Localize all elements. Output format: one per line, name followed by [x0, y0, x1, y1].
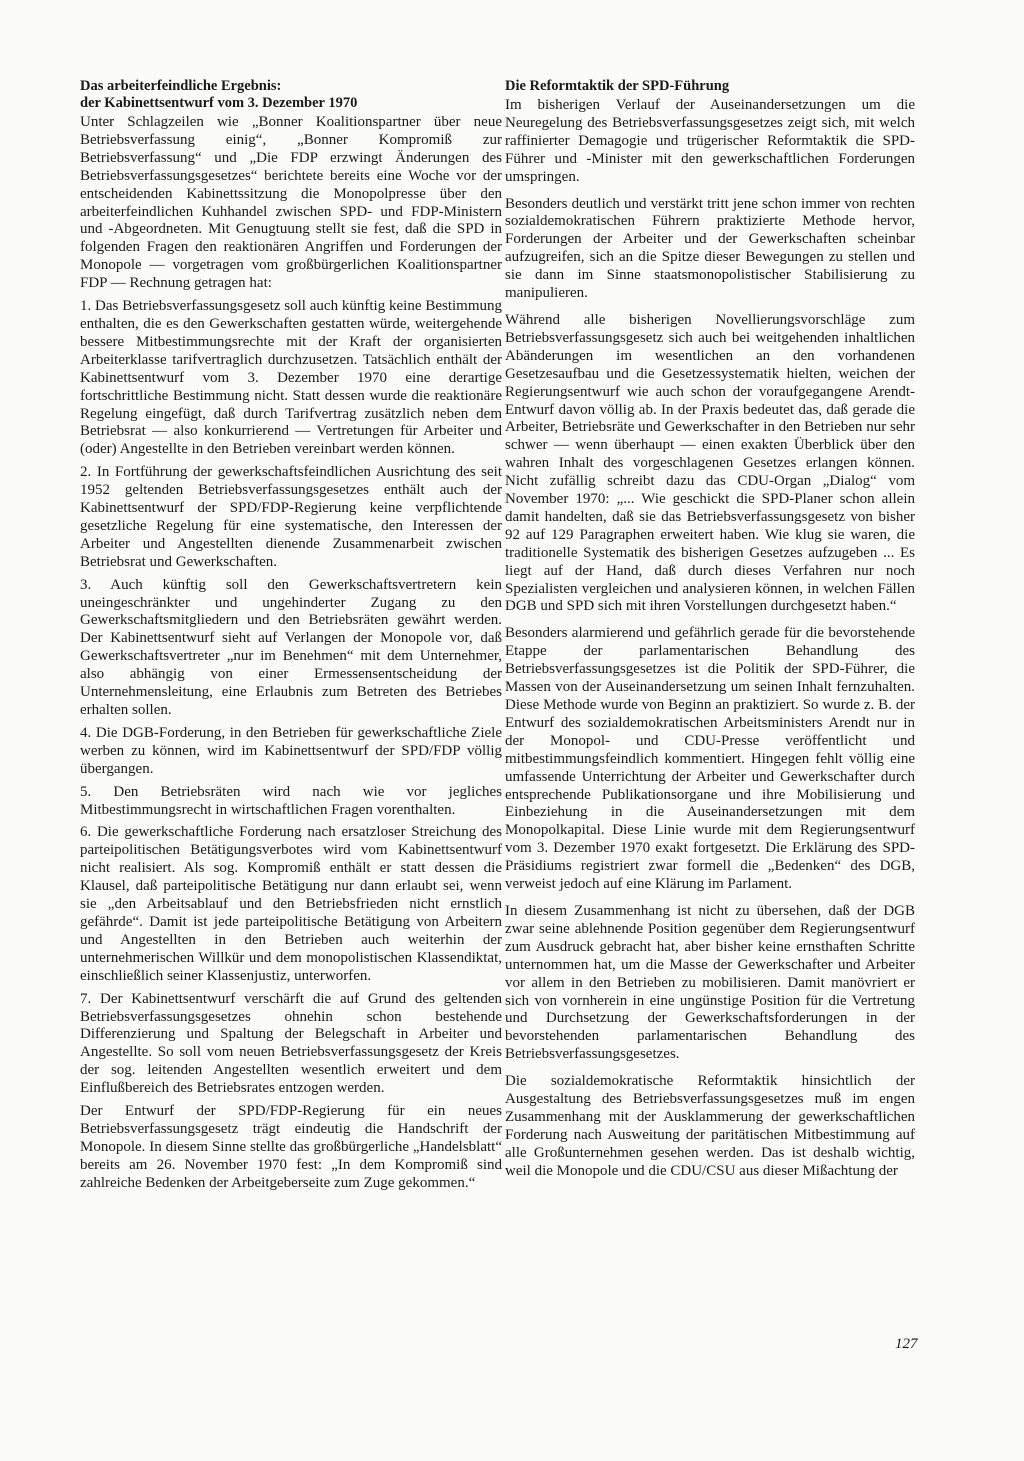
paragraph: 5. Den Betriebsräten wird nach wie vor jegliches Mitbestimmungsrecht in wirtschaftlichen Fragen vorenthalten.	[80, 783, 502, 818]
paragraph: Die sozialdemokratische Reformtaktik hinsichtlich der Ausgestaltung des Betriebsverfassungsgesetzes muß im engen Zusammenhang mit der Ausklammerung der gewerkschaftlichen Forderung nach Ausweitung der paritätischen Mitbestimmung auf alle Großunternehmen gesehen werden. Das ist deshalb wichtig, weil die Monopole und die CDU/CSU aus dieser Mißachtung der	[505, 1073, 915, 1179]
left-column	[80, 78, 502, 1193]
section-heading-right: Die Reformtaktik der SPD-Führung	[505, 78, 730, 94]
paragraph: Unter Schlagzeilen wie „Bonner Koalitionspartner über neue Betriebsverfassung einig“, „Bonner Kompromiß zur Betriebsverfassung“ und „Die FDP erzwingt Änderungen des Betriebsverfassungsgesetzes“ berichtete bereits eine Woche vor der entscheidenden Kabinettssitzung die Monopolpresse über den arbeiterfeindlichen Kuhhandel zwischen SPD- und FDP-Ministern und -Abgeordneten. Mit Genugtuung stellt sie fest, daß die SPD in folgenden Fragen den reaktionären Angriffen und Forderungen der Monopole — vorgetragen vom großbürgerlichen Koalitionspartner FDP — Rechnung getragen hat:	[80, 114, 502, 292]
paragraph: Im bisherigen Verlauf der Auseinandersetzungen um die Neuregelung des Betriebsverfassungsgesetzes zeigt sich, mit welch raffinierter Demagogie und trügerischer Reformtaktik die SPD-Führer und -Minister mit den gewerkschaftlichen Forderungen umspringen.	[505, 97, 915, 185]
section-heading-left	[80, 78, 502, 112]
right-column	[505, 78, 915, 1181]
paragraph: Besonders deutlich und verstärkt tritt jene schon immer von rechten sozialdemokratischen Führern praktizierte Methode hervor, Forderungen der Arbeiter und der Gewerkschaften scheinbar aufzugreifen, sich an die Spitze dieser Bewegungen zu stellen und sie dann im Sinne staatsmonopolistischer Stabilisierung zu manipulieren.	[505, 195, 915, 302]
paragraph: 6. Die gewerkschaftliche Forderung nach ersatzloser Streichung des parteipolitischen Betätigungsverbotes wird vom Kabinettsentwurf nicht realisiert. Als sog. Kompromiß enthält er statt dessen die Klausel, daß parteipolitische Betätigung nur dann erlaubt sei, wenn sie „den Arbeitsablauf und den Betriebsfrieden nicht ernstlich gefährde“. Damit ist jede parteipolitische Betätigung von Arbeitern und Angestellten in den Betrieben auch weiterhin der unternehmerischen Willkür und dem monopolistischen Klassendiktat, einschließlich seiner Klassenjustiz, unterworfen.	[80, 824, 502, 984]
paragraph: Besonders alarmierend und gefährlich gerade für die bevorstehende Etappe der parlamentarischen Behandlung des Betriebsverfassungsgesetzes ist die Politik der SPD-Führer, die Massen von der Auseinandersetzung um seinen Inhalt fernzuhalten. Diese Methode wurde von Beginn an praktiziert. So wurde z. B. der Entwurf des sozialdemokratischen Arbeitsministers Arendt nur in der Monopol- und CDU-Presse veröffentlicht und mitbestimmungsfeindlich kommentiert. Hingegen fehlt völlig eine umfassende Unterrichtung der Arbeiter und Gewerkschafter durch entsprechende Publikationsorgane und ihre Mobilisierung und Einbeziehung in die Auseinandersetzungen mit dem Monopolkapital. Diese Linie wurde mit dem Regierungsentwurf vom 3. Dezember 1970 exakt fortgesetzt. Die Erklärung des SPD-Präsidiums registriert zwar formell die „Bedenken“ des DGB, verweist jedoch auf eine Klärung im Parlament.	[505, 625, 915, 893]
paragraph: 4. Die DGB-Forderung, in den Betrieben für gewerkschaftliche Ziele werben zu können, wird im Kabinettsentwurf der SPD/FDP völlig übergangen.	[80, 724, 502, 777]
paragraph: 7. Der Kabinettsentwurf verschärft die auf Grund des geltenden Betriebsverfassungsgesetzes ohnehin schon bestehende Differenzierung und Spaltung der Belegschaft in Arbeiter und Angestellte. So soll vom neuen Betriebsverfassungsgesetz der Kreis der sog. leitenden Angestellten wesentlich erweitert und dem Einflußbereich des Betriebsrates entzogen werden.	[80, 990, 502, 1097]
paragraph: 3. Auch künftig soll den Gewerkschaftsvertretern kein uneingeschränkter und ungehinderter Zugang zu den Gewerkschaftsmitgliedern und den Betriebsräten gewährt werden. Der Kabinettsentwurf sieht auf Verlangen der Monopole vor, daß Gewerkschaftsvertreter „nur im Benehmen“ mit dem Unternehmer, also abhängig von einer Ermessensentscheidung der Unternehmensleitung, eine Erlaubnis zum Betreten des Betriebes erhalten sollen.	[80, 576, 502, 718]
paragraph: In diesem Zusammenhang ist nicht zu übersehen, daß der DGB zwar seine ablehnende Position gegenüber dem Regierungsentwurf zum Ausdruck gebracht hat, aber bisher keine ernsthaften Schritte unternommen hat, um die Masse der Gewerkschafter und Arbeiter vor allem in den Betrieben zu mobilisieren. Damit manövriert er sich von vornherein in eine ungünstige Position für die Vertretung und Durchsetzung der Gewerkschaftsforderungen in der bevorstehenden parlamentarischen Behandlung des Betriebsverfassungsgesetzes.	[505, 902, 915, 1063]
heading-line-1: Das arbeiterfeindliche Ergebnis:	[80, 78, 282, 94]
paragraph: Der Entwurf der SPD/FDP-Regierung für ein neues Betriebsverfassungsgesetz trägt eindeutig die Handschrift der Monopole. In diesem Sinne stellte das großbürgerliche „Handelsblatt“ bereits am 26. November 1970 fest: „In dem Kompromiß sind zahlreiche Bedenken der Arbeitgeberseite zum Zuge gekommen.“	[80, 1103, 502, 1191]
paragraph: Während alle bisherigen Novellierungsvorschläge zum Betriebsverfassungsgesetz sich auch bei weitgehenden inhaltlichen Abänderungen im wesentlichen an den vorhandenen Gesetzesaufbau und die Gesetzessystematik hielten, weichen der Regierungsentwurf wie auch schon der voraufgegangene Arendt-Entwurf davon völlig ab. In der Praxis bedeutet das, daß gerade die Arbeiter, Betriebsräte und Gewerkschafter in den Betrieben nur sehr schwer — wenn überhaupt — einen exakten Überblick über den wahren Inhalt des vorgeschlagenen Gesetzes erlangen können. Nicht zufällig schreibt dazu das CDU-Organ „Dialog“ vom November 1970: „... Wie geschickt die SPD-Planer schon allein damit handelten, daß sie das Betriebsverfassungsgesetz von bisher 92 auf 129 Paragraphen erweitert haben. Wie klug sie waren, die traditionelle Systematik des bisherigen Gesetzes aufzugeben ... Es liegt auf der Hand, daß durch dieses Verfahren nur noch Spezialisten vergleichen und analysieren können, in welchen Fällen DGB und SPD sich mit ihren Vorstellungen durchgesetzt haben.“	[505, 311, 915, 615]
heading-line-2: der Kabinettsentwurf vom 3. Dezember 1970	[80, 95, 358, 111]
paragraph: 1. Das Betriebsverfassungsgesetz soll auch künftig keine Bestimmung enthalten, die es den Gewerkschaften gestatten würde, weitergehende bessere Mitbestimmungsrechte mit der Kraft der organisierten Arbeiterklasse tarifvertraglich durchzusetzen. Tatsächlich enthält der Kabinettsentwurf vom 3. Dezember 1970 eine derartige fortschrittliche Bestimmung nicht. Statt dessen wurde die reaktionäre Regelung eingefügt, daß durch Tarifvertrag zusätzlich neben dem Betriebsrat — also konkurrierend — Vertretungen für Arbeiter und (oder) Angestellte in den Betrieben vereinbart werden können.	[80, 298, 502, 458]
paragraph: 2. In Fortführung der gewerkschaftsfeindlichen Ausrichtung des seit 1952 geltenden Betriebsverfassungsgesetzes enthält auch der Kabinettsentwurf der SPD/FDP-Regierung keine verpflichtende gesetzliche Regelung für eine systematische, den Interessen der Arbeiter und Angestellten dienende Zusammenarbeit zwischen Betriebsrat und Gewerkschaften.	[80, 464, 502, 570]
page-number: 127	[895, 1336, 918, 1352]
